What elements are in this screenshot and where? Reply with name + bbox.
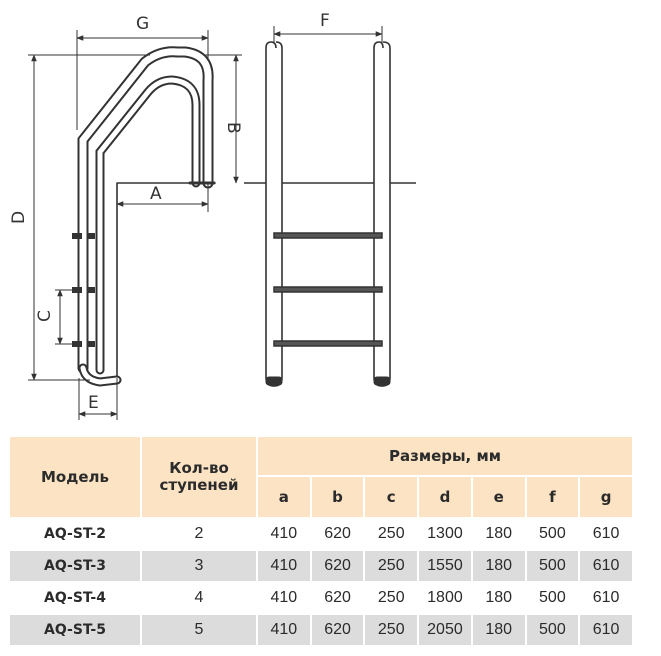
cell-value-e: 180 [473,583,525,613]
cell-value-f: 500 [527,583,579,613]
header-col-a: a [258,477,310,517]
cell-steps: 3 [142,551,256,581]
dim-label-e: E [88,393,99,413]
cell-model: AQ-ST-3 [10,551,140,581]
cell-steps: 2 [142,519,256,549]
side-view [72,52,215,382]
front-rail-right [374,42,390,386]
cell-steps: 4 [142,583,256,613]
cell-value-g: 610 [580,615,632,645]
cell-value-b: 620 [312,519,364,549]
cell-value-d: 1800 [419,583,471,613]
header-col-f: f [527,477,579,517]
cell-value-f: 500 [527,551,579,581]
cell-value-b: 620 [312,583,364,613]
table-header-row [10,437,632,475]
deck-edge-line [117,183,215,380]
cell-value-g: 610 [580,583,632,613]
cell-model: AQ-ST-2 [10,519,140,549]
spec-table [8,435,634,647]
cell-model: AQ-ST-4 [10,583,140,613]
cell-value-g: 610 [580,551,632,581]
cell-value-a: 410 [258,551,310,581]
handrail-rear [100,80,196,370]
cell-value-b: 620 [312,551,364,581]
table-row [10,551,632,581]
table-row [10,519,632,549]
cell-value-c: 250 [365,519,417,549]
cell-value-c: 250 [365,583,417,613]
table-row [10,615,632,645]
cell-value-b: 620 [312,615,364,645]
table-row [10,583,632,613]
front-steps [274,233,382,346]
dim-label-b: B [223,122,243,134]
cell-value-d: 2050 [419,615,471,645]
cell-value-c: 250 [365,615,417,645]
header-col-e: e [473,477,525,517]
dim-label-d: D [9,210,29,224]
cell-value-a: 410 [258,519,310,549]
cell-value-e: 180 [473,551,525,581]
cell-value-f: 500 [527,519,579,549]
header-model: Модель [10,437,140,517]
dim-label-c: C [35,310,55,322]
header-col-b: b [312,477,364,517]
front-view [244,26,416,386]
cell-value-a: 410 [258,583,310,613]
cell-value-c: 250 [365,551,417,581]
cell-value-e: 180 [473,615,525,645]
header-col-g: g [580,477,632,517]
dim-label-g: G [136,14,150,34]
dim-label-f: F [320,11,330,31]
dim-label-a: A [150,184,162,204]
header-col-d: d [419,477,471,517]
spec-table-body [10,519,632,645]
cell-steps: 5 [142,615,256,645]
header-steps-line1: Кол-во [169,459,229,477]
cell-value-d: 1300 [419,519,471,549]
cell-value-d: 1550 [419,551,471,581]
cell-value-e: 180 [473,519,525,549]
header-dimensions: Размеры, мм [258,437,632,475]
front-rail-left [266,42,282,386]
cell-value-f: 500 [527,615,579,645]
cell-model: AQ-ST-5 [10,615,140,645]
cell-value-g: 610 [580,519,632,549]
header-col-c: c [365,477,417,517]
cell-value-a: 410 [258,615,310,645]
header-steps-line2: ступеней [159,476,239,494]
header-steps [142,437,256,517]
